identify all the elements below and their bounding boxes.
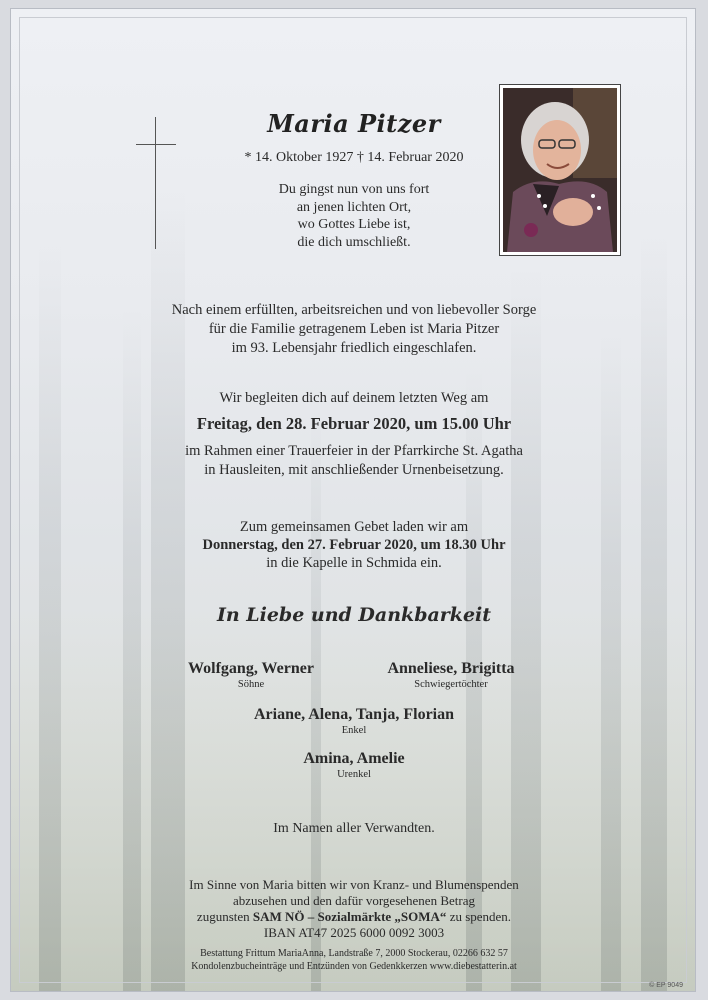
poem-line: die dich umschließt. — [297, 234, 411, 250]
family-group — [204, 750, 504, 780]
intro-line: Nach einem erfüllten, arbeitsreichen und von liebevoller Sorge — [171, 302, 537, 318]
prayer-text — [11, 518, 696, 572]
prayer-datetime: Donnerstag, den 27. Februar 2020, um 18.30 Uhr — [202, 537, 506, 553]
service-line: in Hausleiten, mit anschließender Urnenbeisetzung. — [204, 462, 504, 478]
on-behalf-text: Im Namen aller Verwandten. — [273, 821, 435, 836]
family-group — [161, 660, 341, 690]
donation-text — [11, 877, 696, 941]
charity-name: SAM NÖ – Sozialmärkte „SOMA“ — [252, 909, 447, 924]
family-relation: Söhne — [237, 679, 265, 690]
family-names: Anneliese, Brigitta — [387, 660, 515, 677]
donation-line: abzusehen und den dafür vorgesehenen Betrag — [233, 893, 475, 908]
intro-text — [11, 301, 696, 358]
deceased-name: Maria Pitzer — [267, 109, 441, 138]
family-relation: Enkel — [341, 725, 367, 736]
family-names: Wolfgang, Werner — [188, 660, 314, 677]
gratitude-heading: In Liebe und Dankbarkeit — [216, 604, 492, 626]
poem — [11, 181, 696, 251]
donation-line — [11, 909, 696, 925]
funeral-datetime: Freitag, den 28. Februar 2020, um 15.00 Uhr — [196, 414, 512, 433]
donation-suffix: zu spenden. — [446, 909, 512, 924]
prayer-line: in die Kapelle in Schmida ein. — [266, 555, 442, 571]
donation-line: Im Sinne von Maria bitten wir von Kranz- und Blumenspenden — [189, 877, 519, 892]
accompany-text: Wir begleiten dich auf deinem letzten Weg am — [219, 390, 489, 406]
undertaker-line: Bestattung Frittum MariaAnna, Landstraße 7, 2000 Stockerau, 02266 632 57 — [200, 948, 508, 959]
poem-line: wo Gottes Liebe ist, — [297, 217, 411, 232]
family-group — [204, 706, 504, 736]
family-relation: Schwiegertöchter — [414, 679, 488, 690]
prayer-line: Zum gemeinsamen Gebet laden wir am — [239, 519, 469, 535]
obituary-sheet — [10, 8, 696, 992]
print-code: © EP 9049 — [649, 982, 683, 989]
poem-line: Du gingst nun von uns fort — [278, 182, 430, 197]
family-names: Ariane, Alena, Tanja, Florian — [253, 706, 455, 723]
family-names: Amina, Amelie — [303, 750, 405, 767]
donation-prefix: zugunsten — [196, 909, 253, 924]
iban: IBAN AT47 2025 6000 0092 3003 — [263, 925, 445, 940]
undertaker-website-line: Kondolenzbucheinträge und Entzünden von Gedenkkerzen www.diebestatterin.at — [191, 961, 517, 972]
family-group — [361, 660, 541, 690]
service-text — [11, 442, 696, 480]
intro-line: für die Familie getragenem Leben ist Maria Pitzer — [208, 321, 500, 337]
intro-line: im 93. Lebensjahr friedlich eingeschlafen. — [231, 340, 477, 356]
life-dates: * 14. Oktober 1927 † 14. Februar 2020 — [244, 150, 464, 165]
service-line: im Rahmen einer Trauerfeier in der Pfarrkirche St. Agatha — [185, 443, 523, 459]
undertaker-info — [11, 947, 696, 973]
family-relation: Urenkel — [337, 769, 371, 780]
poem-line: an jenen lichten Ort, — [296, 199, 412, 215]
